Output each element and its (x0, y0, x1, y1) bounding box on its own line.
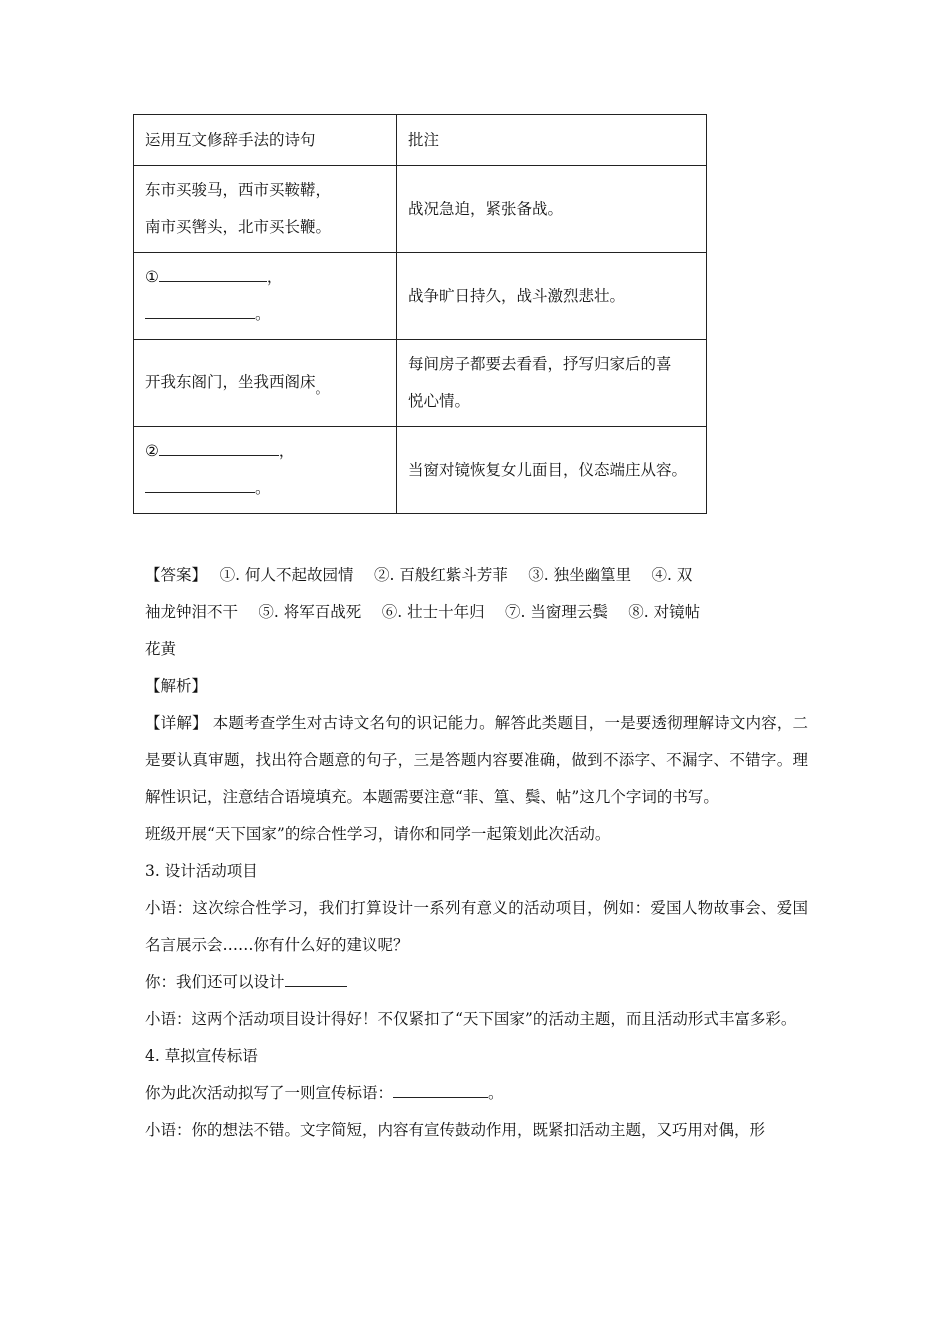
item-number: ② (145, 442, 159, 460)
note-line: 每间房子都要去看看，抒写归家后的喜 (408, 355, 672, 373)
table-header-row (134, 115, 707, 166)
answer-blank[interactable] (285, 970, 347, 987)
note-line: 悦心情。 (408, 392, 471, 410)
answer-line: 【答案】 ①. 何人不起故园情 ②. 百般红紫斗芳菲 ③. 独坐幽篁里 ④. 双 (145, 566, 693, 584)
blank-line (145, 259, 385, 296)
poem-line: 开我东阁门，坐我西阁床 (145, 373, 316, 391)
slogan-prompt-text: 你为此次活动拟写了一则宣传标语： (145, 1084, 394, 1102)
blank-line (145, 433, 385, 470)
dialogue-you (145, 964, 808, 1001)
punct: 。 (255, 479, 271, 497)
poem-cell (134, 340, 397, 427)
table-row (134, 166, 707, 253)
dialogue-xiaoyu: 小语：这次综合性学习，我们打算设计一系列有意义的活动项目，例如：爱国人物故事会、爱国名言展示会……你有什么好的建议呢？ (145, 899, 808, 954)
table-row (134, 340, 707, 427)
answer-blank[interactable] (145, 302, 255, 319)
answer-blank[interactable] (159, 265, 267, 282)
detail-paragraph: 【详解】 本题考查学生对古诗文名句的识记能力。解答此类题目，一是要透彻理解诗文内容，二是要认真审题，找出符合题意的句子，三是答题内容要准确，做到不添字、不漏字、不错字。理解性识记，注意结合语境填充。本题需要注意“菲、篁、鬓、帖”这几个字词的书写。 (145, 714, 808, 806)
slogan-prompt (145, 1075, 808, 1112)
poem-cell (134, 253, 397, 340)
body-text (145, 557, 808, 1149)
question-3-title: 3. 设计活动项目 (145, 862, 258, 880)
answer-blank[interactable] (159, 439, 279, 456)
poem-cell (134, 166, 397, 253)
poem-table (133, 114, 707, 514)
table-row (134, 253, 707, 340)
blank-line (145, 470, 385, 507)
note-cell: 当窗对镜恢复女儿面目，仪态端庄从容。 (397, 427, 707, 514)
item-number: ① (145, 268, 159, 286)
note-cell: 战争旷日持久，战斗激烈悲壮。 (397, 253, 707, 340)
answer-blank[interactable] (393, 1081, 488, 1098)
blank-line (145, 296, 385, 333)
note-cell: 战况急迫，紧张备战。 (397, 166, 707, 253)
question-4-title: 4. 草拟宣传标语 (145, 1047, 258, 1065)
punct: 。 (488, 1084, 504, 1102)
poem-line: 东市买骏马，西市买鞍鞯， (145, 181, 332, 199)
answer-line: 花黄 (145, 640, 177, 658)
header-cell-note: 批注 (397, 115, 707, 166)
note-cell (397, 340, 707, 427)
answer-blank[interactable] (145, 476, 255, 493)
poem-cell (134, 427, 397, 514)
header-cell-poem: 运用互文修辞手法的诗句 (134, 115, 397, 166)
poem-line: 南市买辔头，北市买长鞭。 (145, 218, 332, 236)
answer-line: 袖龙钟泪不干 ⑤. 将军百战死 ⑥. 壮士十年归 ⑦. 当窗理云鬓 ⑧. 对镜帖 (145, 603, 701, 621)
dialogue-xiaoyu: 小语：你的想法不错。文字简短，内容有宣传鼓动作用，既紧扣活动主题，又巧用对偶，形 (145, 1121, 766, 1139)
punct: ， (266, 268, 283, 286)
table-row (134, 427, 707, 514)
punct: 。 (315, 382, 329, 397)
dialogue-xiaoyu: 小语：这两个活动项目设计得好！不仅紧扣了“天下国家”的活动主题，而且活动形式丰富多彩。 (145, 1010, 797, 1028)
intro-paragraph: 班级开展“天下国家”的综合性学习，请你和同学一起策划此次活动。 (145, 825, 611, 843)
punct: 。 (255, 305, 271, 323)
punct: ， (278, 442, 295, 460)
dialogue-you-text: 你：我们还可以设计 (145, 973, 285, 991)
analysis-label: 【解析】 (145, 677, 208, 695)
